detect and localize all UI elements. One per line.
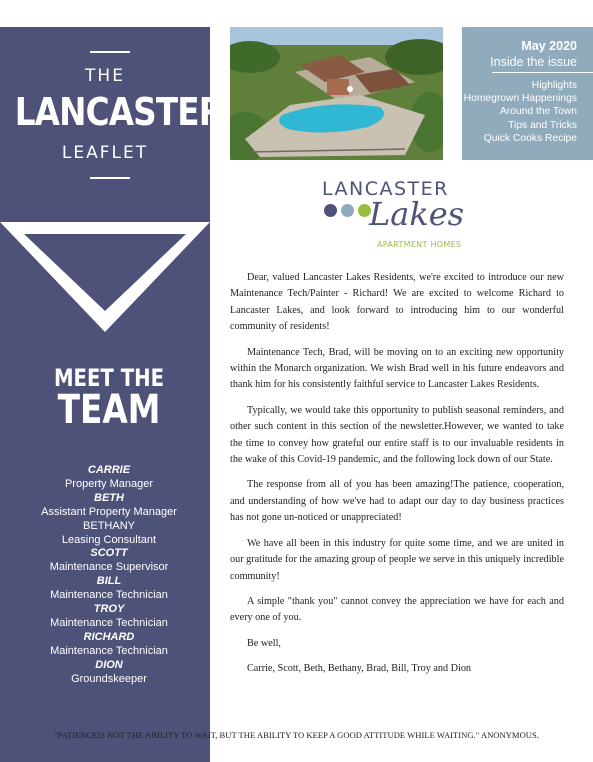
masthead-top-rule <box>90 51 130 53</box>
issue-divider <box>492 72 593 73</box>
team-member-role: Maintenance Supervisor <box>49 561 169 574</box>
issue-item-recipe: Quick Cooks Recipe <box>483 132 577 144</box>
team-member-role: Assistant Property Manager <box>41 505 177 518</box>
letter-paragraph: Dear, valued Lancaster Lakes Residents, we're excited to introduce our new Maintenance Tech/Painter - Richard! We are excited to welcome Richard to Lancaster Lakes, and look forward to introducing him to our wonderful community of residents! <box>230 272 564 333</box>
team-member-role: Maintenance Technician <box>50 644 168 657</box>
issue-item-around-town: Around the Town <box>499 106 577 118</box>
team-member-name: RICHARD <box>83 630 135 643</box>
issue-item-highlights: Highlights <box>531 80 577 91</box>
team-member-role: Groundskeeper <box>71 672 147 685</box>
masthead-bottom-rule <box>90 177 130 179</box>
letter-paragraph: We have all been in this industry for quite some time, and we are united in our gratitude for the amazing group of people we serve in this uniquely incredible community! <box>230 537 564 582</box>
team-member-role: Property Manager <box>64 477 154 490</box>
team-member-name: DION <box>95 658 123 671</box>
meet-the-heading: MEET THE <box>53 364 165 392</box>
issue-item-tips: Tips and Tricks <box>508 119 577 131</box>
letter-paragraph: A simple "thank you" cannot convey the appreciation we have for each and every one of you. <box>230 595 564 624</box>
aerial-pool-photo <box>230 27 443 160</box>
letter-signature: Carrie, Scott, Beth, Bethany, Brad, Bill, Troy and Dion <box>247 663 472 675</box>
team-member-name: CARRIE <box>87 464 131 476</box>
inside-issue-box <box>462 27 593 160</box>
team-member-role: Leasing Consultant <box>61 533 157 546</box>
logo-wordmark: LANCASTER <box>322 178 449 200</box>
issue-item-homegrown: Homegrown Happenings <box>463 93 577 105</box>
chevron-down-graphic <box>0 222 210 337</box>
team-member-name: BETHANY <box>83 519 135 532</box>
letter-paragraph: Maintenance Tech, Brad, will be moving on to an exciting new opportunity within the Monarch organization. We wish Brad well in his future endeavors and thank him for his consistently faithful service to Lancaster Lakes Residents. <box>230 346 564 391</box>
logo-dot-blue-icon <box>341 204 354 217</box>
issue-heading: Inside the issue <box>490 55 577 69</box>
logo-dot-navy-icon <box>324 204 337 217</box>
letter-body <box>230 270 564 687</box>
footer-quote: "PATIENCEIS NOT THE ABILITY TO WAIT, BUT THE ABILITY TO KEEP A GOOD ATTITUDE WHILE WAITING." ANONYMOUS. <box>54 730 539 740</box>
issue-contents-list <box>464 79 577 145</box>
team-heading: TEAM <box>57 387 161 433</box>
letter-paragraph: The response from all of you has been amazing!The patience, cooperation, and understanding of how we've had to adapt our day to day business practices has not gone un-noticed or unappreciated! <box>230 479 564 524</box>
team-member-name: BILL <box>96 575 122 588</box>
logo-subtitle: APARTMENT HOMES <box>377 240 462 249</box>
team-member-name: SCOTT <box>90 547 128 560</box>
masthead-title: LANCASTER <box>14 90 224 134</box>
masthead-leaflet: LEAFLET <box>61 143 149 163</box>
issue-date: May 2020 <box>521 39 577 53</box>
team-member-role: Maintenance Technician <box>50 616 168 629</box>
letter-closing: Be well, <box>247 637 281 649</box>
team-list <box>0 464 218 687</box>
letter-paragraph: Typically, we would take this opportunity to publish seasonal reminders, and other such content in this section of the newsletter.However, we wanted to take the time to convey how grateful our entire staff is to our invaluable residents in the wake of this Covid-19 pandemic, and the following lock down of our State. <box>230 404 564 466</box>
team-member-name: TROY <box>93 603 125 616</box>
masthead-the: THE <box>85 66 125 86</box>
team-member-name: BETH <box>94 491 124 504</box>
team-member-role: Maintenance Technician <box>50 589 168 602</box>
logo-script: Lakes <box>369 195 465 233</box>
